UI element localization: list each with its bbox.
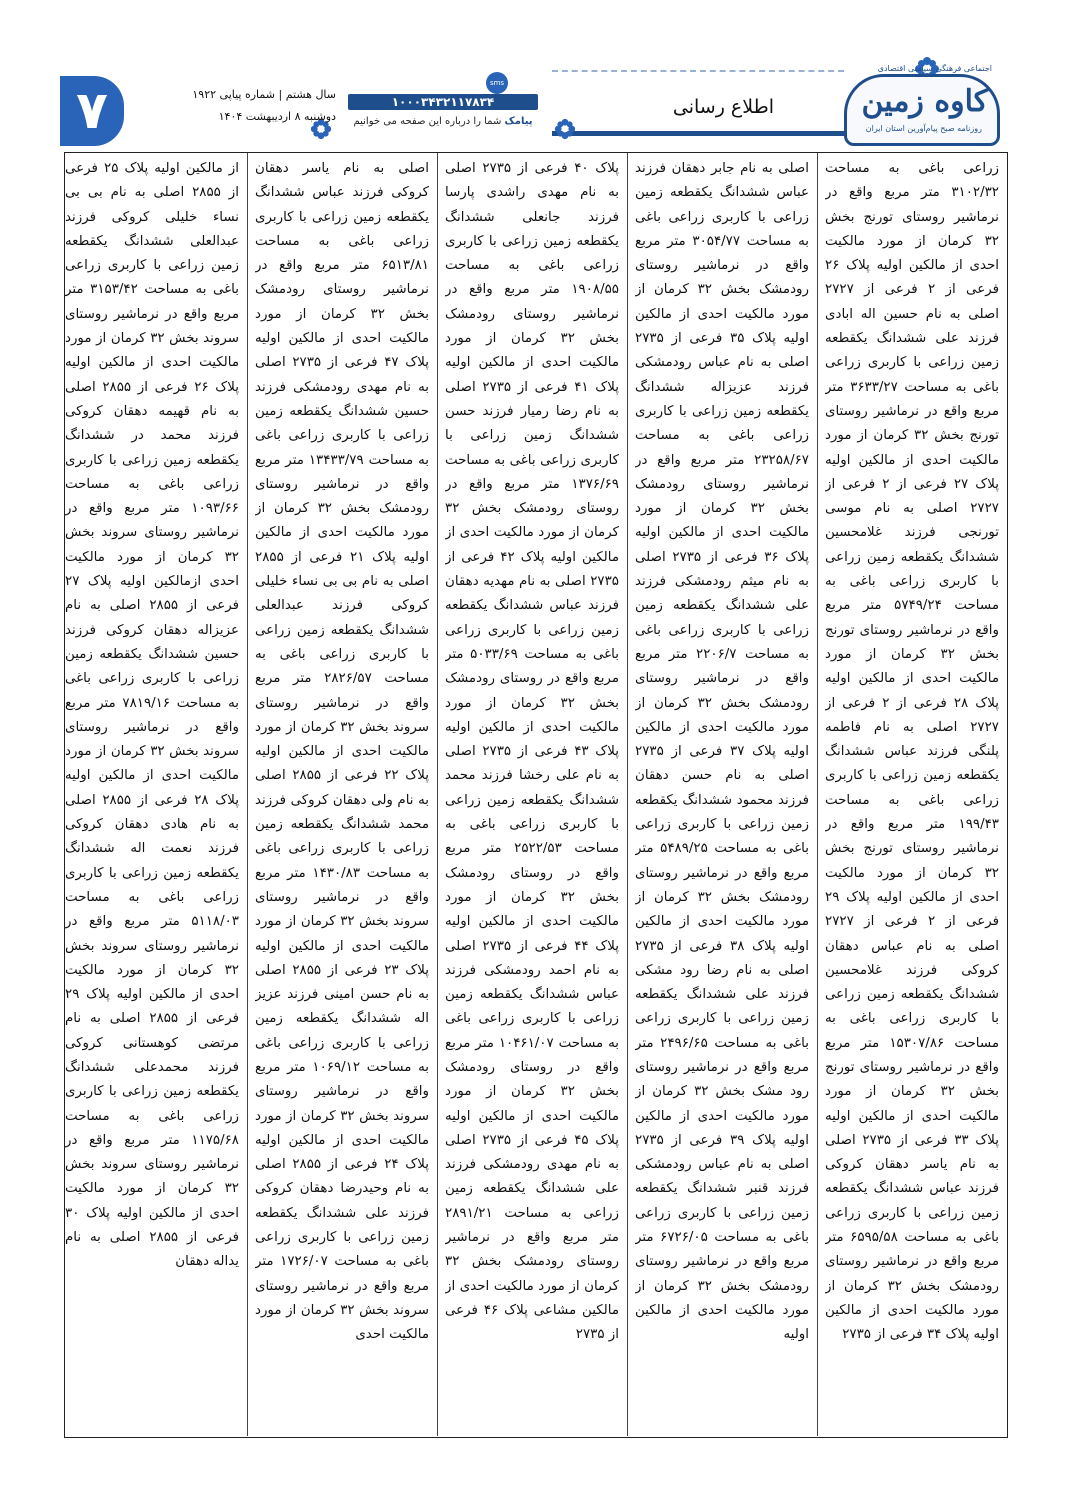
column-1 <box>825 157 999 1433</box>
column-divider <box>817 153 818 1436</box>
masthead <box>60 60 1010 145</box>
announcement-columns <box>64 152 1008 1438</box>
column-divider <box>247 153 248 1436</box>
column-text: اصلی به نام یاسر دهقان کروکی فرزند عباس ششدانگ یکقطعه زمین زراعی با کاربری زراعی باغی به مساحت ۶۵۱۳/۸۱ متر مربع واقع در نرماشیر روستای رودمشک بخش ۳۲ کرمان از مورد مالکیت احدی از مالکین اولیه پلاک ۴۷ فرعی از ۲۷۳۵ اصلی به نام مهدی رودمشکی فرزند حسین ششدانگ یکقطعه زمین زراعی با کاربری زراعی باغی به مساحت ۱۳۴۳۳/۷۹ متر مربع واقع در نرماشیر روستای رودمشک بخش ۳۲ کرمان از مورد مالکیت احدی از مالکین اولیه پلاک ۲۱ فرعی از ۲۸۵۵ اصلی به نام بی بی نساء خلیلی کروکی فرزند عبدالعلی ششدانگ یکقطعه زمین زراعی با کاربری زراعی باغی به مساحت ۲۸۲۶/۵۷ متر مربع واقع در نرماشیر روستای سروند بخش ۳۲ کرمان از مورد مالکیت احدی از مالکین اولیه پلاک ۲۲ فرعی از ۲۸۵۵ اصلی به نام ولی دهقان کروکی فرزند محمد ششدانگ یکقطعه زمین زراعی با کاربری زراعی باغی به مساحت ۱۴۳۰/۸۳ متر مربع واقع در نرماشیر روستای سروند بخش ۳۲ کرمان از مورد مالکیت احدی از مالکین اولیه پلاک ۲۳ فرعی از ۲۸۵۵ اصلی به نام حسن امینی فرزند عزیز اله ششدانگ یکقطعه زمین زراعی با کاربری زراعی باغی به مساحت ۱۰۶۹/۱۲ متر مربع واقع در نرماشیر روستای سروند بخش ۳۲ کرمان از مورد مالکیت احدی از مالکین اولیه پلاک ۲۴ فرعی از ۲۸۵۵ اصلی به نام وحیدرضا دهقان کروکی فرزند علی ششدانگ یکقطعه زمین زراعی با کاربری زراعی باغی به مساحت ۱۷۲۶/۰۷ متر مربع واقع در نرماشیر روستای سروند بخش ۳۲ کرمان از مورد مالکیت احدی <box>255 161 429 1343</box>
sms-bubble-icon: sms <box>486 72 508 94</box>
logo-wordmark: کاوه زمین <box>861 84 988 119</box>
section-title: اطلاع رسانی <box>672 96 774 118</box>
column-2 <box>635 157 809 1433</box>
column-divider <box>627 153 628 1436</box>
logo-subtitle: روزنامه صبح پیام‌آورین استان ایران <box>865 124 982 133</box>
dashed-divider <box>552 70 844 72</box>
page-number-badge: ۷ <box>60 76 124 146</box>
sms-caption <box>348 116 538 127</box>
column-divider <box>437 153 438 1436</box>
issue-info <box>156 84 336 130</box>
logo-tagline: اجتماعی فرهنگی سیاسی اقتصادی <box>877 64 992 73</box>
column-4 <box>255 157 429 1433</box>
issue-date: دوشنبه ۸ اردیبهشت ۱۴۰۴ <box>218 110 336 123</box>
column-text: پلاک ۴۰ فرعی از ۲۷۳۵ اصلی به نام مهدی راشدی پارسا فرزند جانعلی ششدانگ یکقطعه زمین زراعی با کاربری زراعی باغی به مساحت ۱۹۰۸/۵۵ متر مربع واقع در نرماشیر روستای رودمشک بخش ۳۲ کرمان از مورد مالکیت احدی از مالکین اولیه پلاک ۴۱ فرعی از ۲۷۳۵ اصلی به نام رضا رمیار فرزند حسن ششدانگ زمین زراعی با کاربری زراعی باغی به مساحت ۱۳۷۶/۶۹ متر مربع واقع در روستای رودمشک بخش ۳۲ کرمان از مورد مالکیت احدی از مالکین اولیه پلاک ۴۲ فرعی از ۲۷۳۵ اصلی به نام مهدیه دهقان فرزند عباس ششدانگ یکقطعه زمین زراعی با کاربری زراعی باغی به مساحت ۵۰۳۳/۶۹ متر مربع واقع در روستای رودمشک بخش ۳۲ کرمان از مورد مالکیت احدی از مالکین اولیه پلاک ۴۳ فرعی از ۲۷۳۵ اصلی به نام علی رخشا فرزند محمد ششدانگ یکقطعه زمین زراعی با کاربری زراعی باغی به مساحت ۲۵۲۲/۵۳ متر مربع واقع در روستای رودمشک بخش ۳۲ کرمان از مورد مالکیت احدی از مالکین اولیه پلاک ۴۴ فرعی از ۲۷۳۵ اصلی به نام احمد رودمشکی فرزند عباس ششدانگ یکقطعه زمین زراعی با کاربری زراعی باغی به مساحت ۱۰۴۶۱/۰۷ متر مربع واقع در روستای رودمشک بخش ۳۲ کرمان از مورد مالکیت احدی از مالکین اولیه پلاک ۴۵ فرعی از ۲۷۳۵ اصلی به نام مهدی رودمشکی فرزند علی ششدانگ یکقطعه زمین زراعی به مساحت ۲۸۹۱/۲۱ متر مربع واقع در نرماشیر روستای رودمشک بخش ۳۲ کرمان از مورد مالکیت احدی از مالکین مشاعی پلاک ۴۶ فرعی از ۲۷۳۵ <box>445 161 619 1343</box>
sms-feedback-box <box>348 72 538 142</box>
sms-number: ۱۰۰۰۳۴۳۲۱۱۷۸۳۴ <box>348 94 538 110</box>
section-underline <box>552 131 844 136</box>
sms-caption-bold: پیامک <box>504 116 533 127</box>
section-header <box>552 78 844 136</box>
sms-caption-text: شما را درباره این صفحه می خوانیم <box>353 116 505 127</box>
issue-volume: سال هشتم | شماره پیاپی ۱۹۲۲ <box>192 88 336 101</box>
column-text: اصلی به نام جابر دهقان فرزند عباس ششدانگ یکقطعه زمین زراعی با کاربری زراعی باغی به مساحت ۳۰۵۴/۷۷ متر مربع واقع در نرماشیر روستای رودمشک بخش ۳۲ کرمان از مورد مالکیت احدی از مالکین اولیه پلاک ۳۵ فرعی از ۲۷۳۵ اصلی به نام عباس رودمشکی فرزند عزیزاله ششدانگ یکقطعه زمین زراعی با کاربری زراعی باغی به مساحت ۲۳۲۵۸/۶۷ متر مربع واقع در نرماشیر روستای رودمشک بخش ۳۲ کرمان از مورد مالکیت احدی از مالکین اولیه پلاک ۳۶ فرعی از ۲۷۳۵ اصلی به نام میثم رودمشکی فرزند علی ششدانگ یکقطعه زمین زراعی با کاربری زراعی باغی به مساحت ۲۲۰۶/۷ متر مربع واقع در نرماشیر روستای رودمشک بخش ۳۲ کرمان از مورد مالکیت احدی از مالکین اولیه پلاک ۳۷ فرعی از ۲۷۳۵ اصلی به نام حسن دهقان فرزند محمود ششدانگ یکقطعه زمین زراعی با کاربری زراعی باغی به مساحت ۵۴۸۹/۲۵ متر مربع واقع در نرماشیر روستای رودمشک بخش ۳۲ کرمان از مورد مالکیت احدی از مالکین اولیه پلاک ۳۸ فرعی از ۲۷۳۵ اصلی به نام رضا رود مشکی فرزند علی ششدانگ یکقطعه زمین زراعی با کاربری زراعی باغی به مساحت ۲۴۹۶/۶۵ متر مربع واقع در نرماشیر روستای رود مشک بخش ۳۲ کرمان از مورد مالکیت احدی از مالکین اولیه پلاک ۳۹ فرعی از ۲۷۳۵ اصلی به نام عباس رودمشکی فرزند قنبر ششدانگ یکقطعه زمین زراعی با کاربری زراعی باغی به مساحت ۶۷۲۶/۰۵ متر مربع واقع در نرماشیر روستای رودمشک بخش ۳۲ کرمان از مورد مالکیت احدی از مالکین اولیه <box>635 161 809 1343</box>
flower-ornament-icon <box>554 118 576 140</box>
column-5 <box>65 157 239 1433</box>
column-text: از مالکین اولیه پلاک ۲۵ فرعی از ۲۸۵۵ اصلی به نام بی بی نساء خلیلی کروکی فرزند عبدالعلی ششدانگ یکقطعه زمین زراعی با کاربری زراعی باغی به مساحت ۳۱۵۳/۴۲ متر مربع واقع در نرماشیر روستای سروند بخش ۳۲ کرمان از مورد مالکیت احدی از مالکین اولیه پلاک ۲۶ فرعی از ۲۸۵۵ اصلی به نام قهیمه دهقان کروکی فرزند محمد در ششدانگ یکقطعه زمین زراعی با کاربری زراعی باغی به مساحت ۱۰۹۳/۶۶ متر مربع واقع در نرماشیر روستای سروند بخش ۳۲ کرمان از مورد مالکیت احدی ازمالکین اولیه پلاک ۲۷ فرعی از ۲۸۵۵ اصلی به نام عزیزاله دهقان کروکی فرزند حسین ششدانگ یکقطعه زمین زراعی با کاربری زراعی باغی به مساحت ۷۸۱۹/۱۶ متر مربع واقع در نرماشیر روستای سروند بخش ۳۲ کرمان از مورد مالکیت احدی از مالکین اولیه پلاک ۲۸ فرعی از ۲۸۵۵ اصلی به نام هادی دهقان کروکی فرزند نعمت اله ششدانگ یکقطعه زمین زراعی با کاربری زراعی باغی به مساحت ۵۱۱۸/۰۳ متر مربع واقع در نرماشیر روستای سروند بخش ۳۲ کرمان از مورد مالکیت احدی از مالکین اولیه پلاک ۲۹ فرعی از ۲۸۵۵ اصلی به نام مرتضی کوهستانی کروکی فرزند محمدعلی ششدانگ یکقطعه زمین زراعی با کاربری زراعی باغی به مساحت ۱۱۷۵/۶۸ متر مربع واقع در نرماشیر روستای سروند بخش ۳۲ کرمان از مورد مالکیت احدی از مالکین اولیه پلاک ۳۰ فرعی از ۲۸۵۵ اصلی به نام یداله دهقان <box>65 161 239 1270</box>
newspaper-logo <box>840 60 1010 142</box>
column-3 <box>445 157 619 1433</box>
column-text: زراعی باغی به مساحت ۳۱۰۲/۳۲ متر مربع واقع در نرماشیر روستای تورنج بخش ۳۲ کرمان از مورد مالکیت احدی از مالکین اولیه پلاک ۲۶ فرعی از ۲ فرعی از ۲۷۲۷ اصلی به نام حسین اله ابادی فرزند علی ششدانگ یکقطعه زمین زراعی با کاربری زراعی باغی به مساحت ۳۶۳۳/۲۷ متر مربع واقع در نرماشیر روستای تورنج بخش ۳۲ کرمان از مورد مالکیت احدی از مالکین اولیه پلاک ۲۷ فرعی از ۲ فرعی از ۲۷۲۷ اصلی به نام موسی تورنجی فرزند غلامحسین ششدانگ یکقطعه زمین زراعی با کاربری زراعی باغی به مساحت ۵۷۴۹/۲۴ متر مربع واقع در نرماشیر روستای تورنج بخش ۳۲ کرمان از مورد مالکیت احدی از مالکین اولیه پلاک ۲۸ فرعی از ۲ فرعی از ۲۷۲۷ اصلی به نام فاطمه پلنگی فرزند عباس ششدانگ یکقطعه زمین زراعی با کاربری زراعی باغی به مساحت ۱۹۹/۴۳ متر مربع واقع در نرماشیر روستای تورنج بخش ۳۲ کرمان از مورد مالکیت احدی از مالکین اولیه پلاک ۲۹ فرعی از ۲ فرعی از ۲۷۲۷ اصلی به نام عباس دهقان کروکی فرزند غلامحسین ششدانگ یکقطعه زمین زراعی با کاربری زراعی باغی به مساحت ۱۵۳۰۷/۸۶ متر مربع واقع در نرماشیر روستای تورنج بخش ۳۲ کرمان از مورد مالکیت احدی از مالکین اولیه پلاک ۳۳ فرعی از ۲۷۳۵ اصلی به نام یاسر دهقان کروکی فرزند عباس ششدانگ یکقطعه زمین زراعی با کاربری زراعی باغی به مساحت ۶۵۹۵/۵۸ متر مربع واقع در نرماشیر روستای رودمشک بخش ۳۲ کرمان از مورد مالکیت احدی از مالکین اولیه پلاک ۳۴ فرعی از ۲۷۳۵ <box>825 161 999 1343</box>
